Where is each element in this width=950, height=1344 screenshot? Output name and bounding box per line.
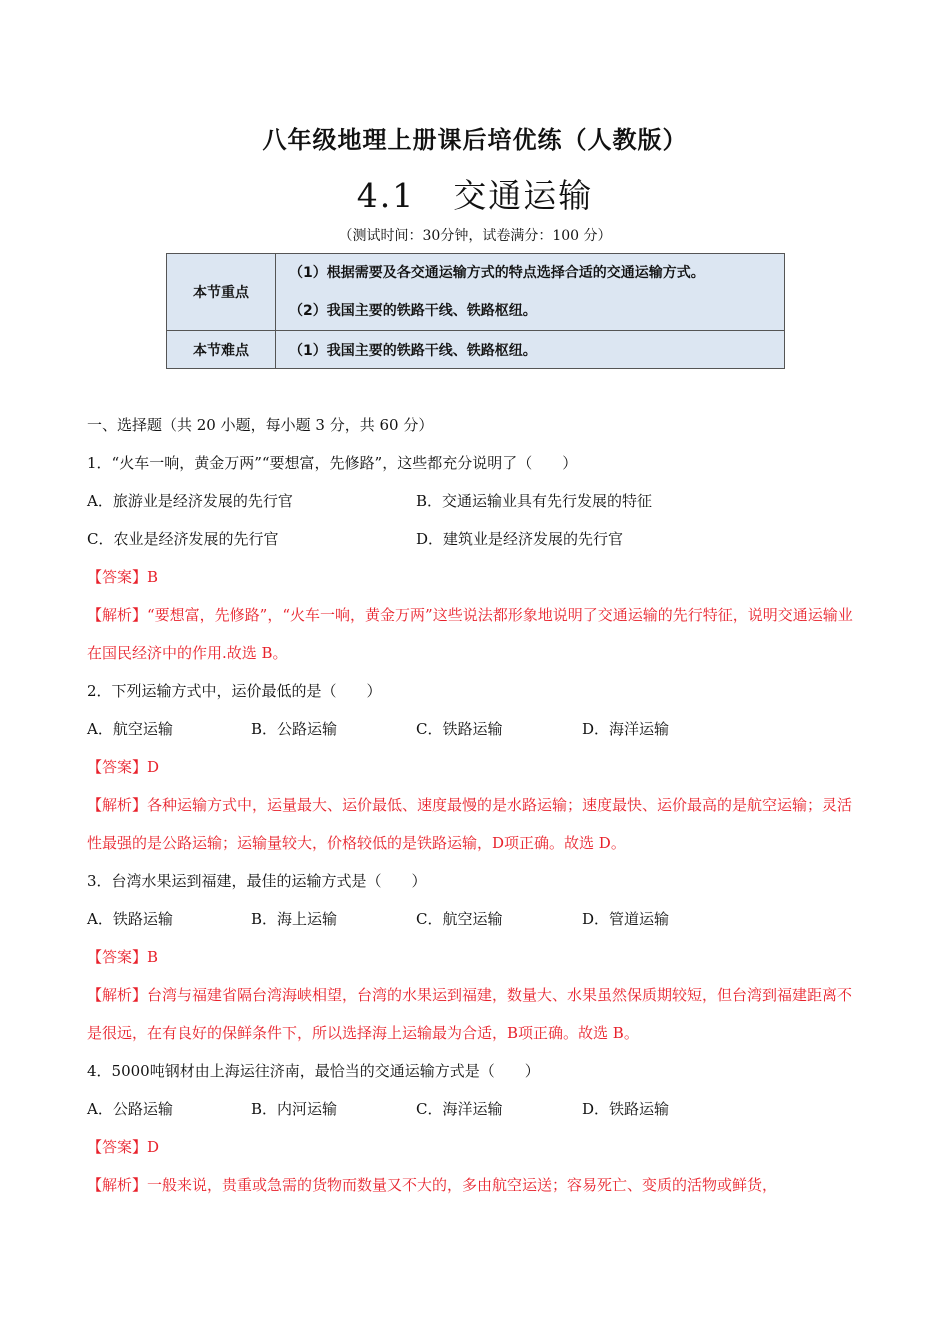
option: B．交通运输业具有先行发展的特征 bbox=[416, 492, 653, 510]
analysis-label: 【解析】 bbox=[87, 1176, 148, 1194]
analysis-text: 一般来说，贵重或急需的货物而数量又不大的，多由航空运送；容易死亡、变质的活物或鲜货， bbox=[147, 1176, 778, 1194]
section-heading bbox=[0, 170, 950, 217]
option: A．公路运输 bbox=[87, 1100, 173, 1118]
answer: 【答案】B bbox=[87, 948, 159, 966]
test-note: （测试时间：30分钟，试卷满分：100 分） bbox=[338, 228, 612, 244]
question-stem: 2．下列运输方式中，运价最低的是（ ） bbox=[87, 682, 382, 700]
key-point: （2）我国主要的铁路干线、铁路枢纽。 bbox=[289, 303, 537, 319]
answer: 【答案】B bbox=[87, 568, 159, 586]
option: C．航空运输 bbox=[416, 910, 503, 928]
answer: 【答案】D bbox=[87, 1138, 160, 1156]
section-head: 一、选择题（共 20 小题，每小题 3 分，共 60 分） bbox=[87, 416, 434, 434]
key-points-cell bbox=[276, 254, 785, 331]
difficult-point: （1）我国主要的铁路干线、铁路枢纽。 bbox=[276, 331, 785, 369]
difficult-points-label: 本节难点 bbox=[167, 331, 276, 369]
option: B．内河运输 bbox=[251, 1100, 338, 1118]
question-stem: 1．“火车一响，黄金万两”“要想富，先修路”，这些都充分说明了（ ） bbox=[87, 454, 578, 472]
option: B．海上运输 bbox=[251, 910, 338, 928]
option: C．海洋运输 bbox=[416, 1100, 503, 1118]
question-stem: 4．5000吨钢材由上海运往济南，最恰当的交通运输方式是（ ） bbox=[87, 1062, 540, 1080]
analysis-label: 【解析】 bbox=[87, 986, 148, 1004]
answer: 【答案】D bbox=[87, 758, 160, 776]
focus-table bbox=[166, 253, 785, 369]
option: A．旅游业是经济发展的先行官 bbox=[87, 492, 293, 510]
option: D．管道运输 bbox=[582, 910, 670, 928]
option: C．铁路运输 bbox=[416, 720, 503, 738]
option: D．铁路运输 bbox=[582, 1100, 670, 1118]
option: B．公路运输 bbox=[251, 720, 338, 738]
option: D．海洋运输 bbox=[582, 720, 670, 738]
section-title: 交通运输 bbox=[453, 176, 594, 215]
analysis bbox=[87, 786, 867, 862]
analysis bbox=[87, 976, 867, 1052]
analysis-text: “要想富，先修路”，“火车一响，黄金万两”这些说法都形象地说明了交通运输的先行特征，说明交通运输业在国民经济中的作用.故选 B。 bbox=[87, 606, 853, 662]
analysis bbox=[87, 596, 867, 672]
key-points-label: 本节重点 bbox=[167, 254, 276, 331]
analysis bbox=[87, 1166, 867, 1204]
analysis-label: 【解析】 bbox=[87, 606, 148, 624]
option: A．铁路运输 bbox=[87, 910, 173, 928]
question-stem: 3．台湾水果运到福建，最佳的运输方式是（ ） bbox=[87, 872, 427, 890]
main-title: 八年级地理上册课后培优练（人教版） bbox=[262, 126, 688, 154]
analysis-text: 台湾与福建省隔台湾海峡相望，台湾的水果运到福建，数量大、水果虽然保质期较短，但台湾到福建距离不是很远，在有良好的保鲜条件下，所以选择海上运输最为合适，B项正确。故选 B。 bbox=[87, 986, 853, 1042]
option: A．航空运输 bbox=[87, 720, 173, 738]
key-point: （1）根据需要及各交通运输方式的特点选择合适的交通运输方式。 bbox=[289, 265, 705, 281]
analysis-label: 【解析】 bbox=[87, 796, 148, 814]
option: C．农业是经济发展的先行官 bbox=[87, 530, 279, 548]
option: D．建筑业是经济发展的先行官 bbox=[416, 530, 624, 548]
analysis-text: 各种运输方式中，运量最大、运价最低、速度最慢的是水路运输；速度最快、运价最高的是航空运输；灵活性最强的是公路运输；运输量较大，价格较低的是铁路运输，D项正确。故选 D。 bbox=[87, 796, 853, 852]
section-number: 4.1 bbox=[356, 176, 416, 215]
